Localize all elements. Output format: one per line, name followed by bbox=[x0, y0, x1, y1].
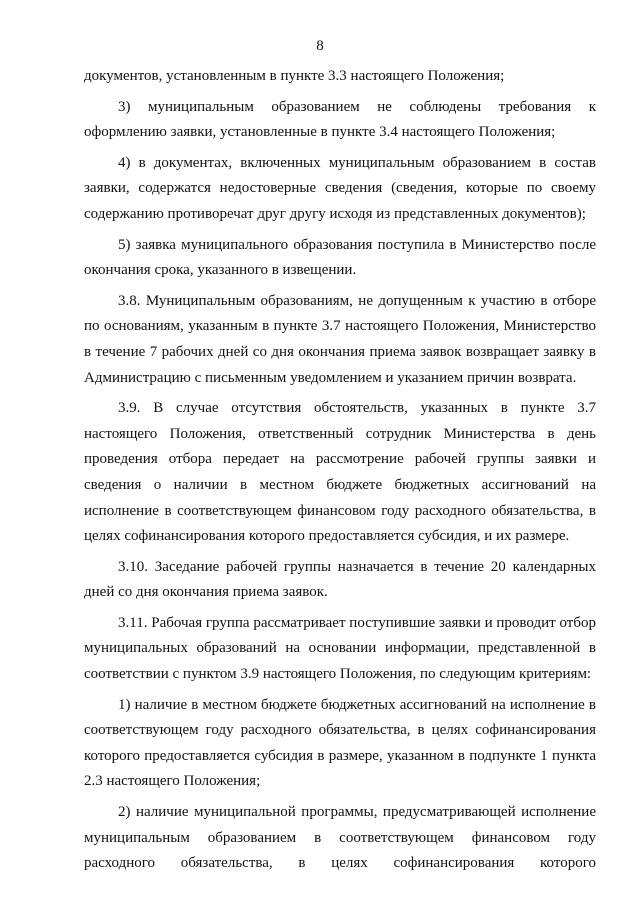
paragraph-3-9: 3.9. В случае отсутствия обстоятельств, указанных в пункте 3.7 настоящего Положения, ответственный сотрудник Министерства в день проведения отбора передает на рассмотрение рабочей группы заявки и сведения о наличии в местном бюджете бюджетных ассигнований на исполнение в соответствующем финансовом году расходного обязательства, в целях софинансирования которого предоставляется субсидия, и их размере. bbox=[84, 400, 596, 545]
page-number: 8 bbox=[316, 38, 324, 54]
paragraph-item-3: 3) муниципальным образованием не соблюдены требования к оформлению заявки, установленные в пункте 3.4 настоящего Положения; bbox=[84, 98, 596, 141]
paragraph-3-11: 3.11. Рабочая группа рассматривает поступившие заявки и проводит отбор муниципальных образований на основании информации, представленной в соответствии с пунктом 3.9 настоящего Положения, по следующим критериям: bbox=[84, 614, 596, 683]
paragraph-3-8: 3.8. Муниципальным образованиям, не допущенным к участию в отборе по основаниям, указанным в пункте 3.7 настоящего Положения, Министерство в течение 7 рабочих дней со дня окончания приема заявок возвращает заявку в Администрацию с письменным уведомлением и указанием причин возврата. bbox=[84, 292, 596, 386]
criterion-1: 1) наличие в местном бюджете бюджетных ассигнований на исполнение в соответствующем году расходного обязательства, в целях софинансирования которого предоставляется субсидия в размере, указанном в подпункте 1 пункта 2.3 настоящего Положения; bbox=[84, 696, 596, 790]
document-body bbox=[84, 64, 596, 882]
paragraph-item-4: 4) в документах, включенных муниципальным образованием в состав заявки, содержатся недостоверные сведения (сведения, которые по своему содержанию противоречат друг другу исходя из представленных документов); bbox=[84, 154, 596, 222]
paragraph-continuation: документов, установленным в пункте 3.3 настоящего Положения; bbox=[84, 68, 505, 84]
criterion-2: 2) наличие муниципальной программы, предусматривающей исполнение муниципальным образованием в соответствующем финансовом году расходного обязательства, в целях софинансирования которого bbox=[84, 804, 596, 872]
paragraph-item-5: 5) заявка муниципального образования поступила в Министерство после окончания срока, указанного в извещении. bbox=[84, 236, 596, 279]
paragraph-3-10: 3.10. Заседание рабочей группы назначается в течение 20 календарных дней со дня окончания приема заявок. bbox=[84, 558, 596, 601]
